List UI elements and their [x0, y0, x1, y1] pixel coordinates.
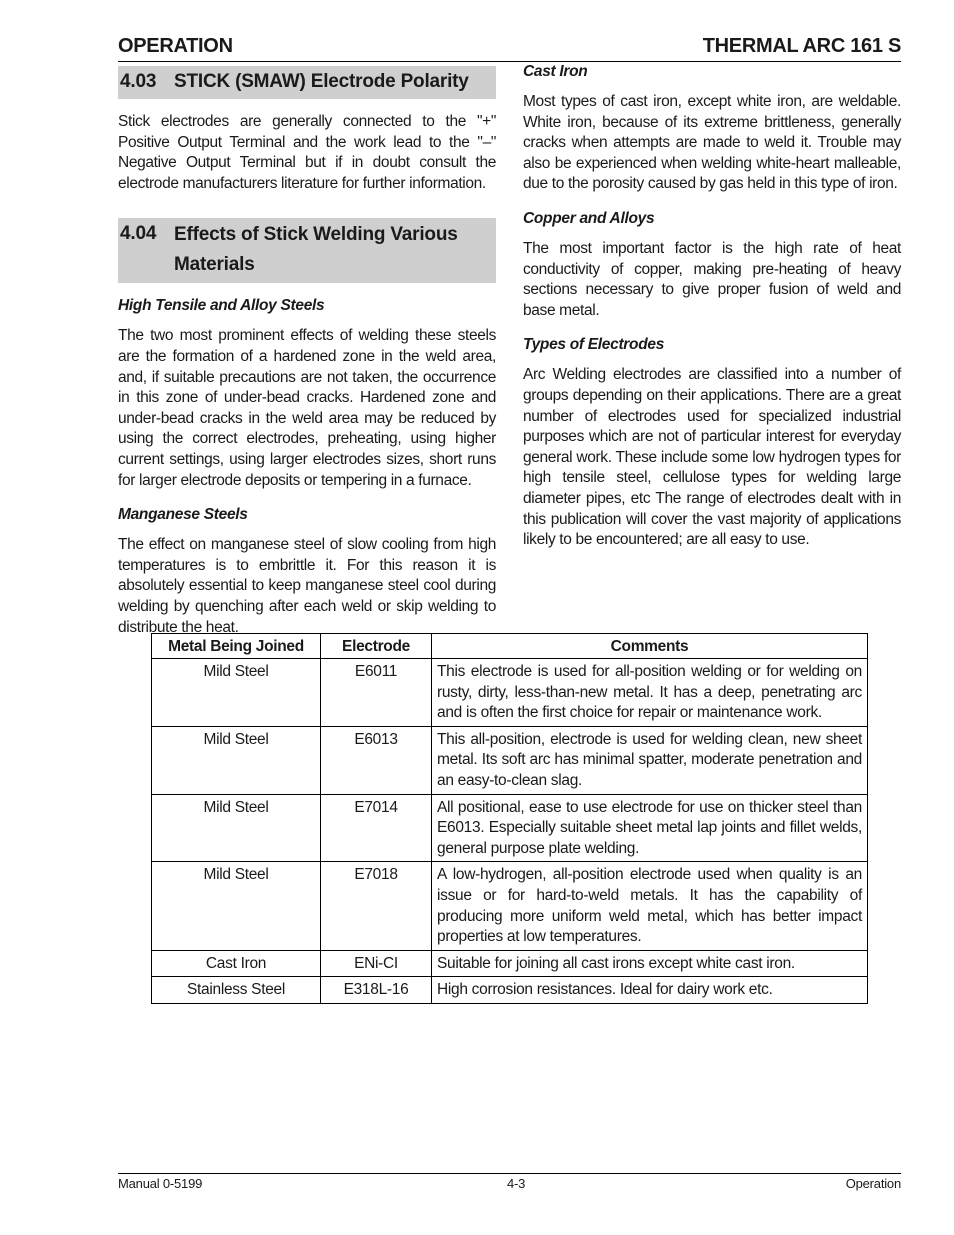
header-product-title: THERMAL ARC 161 S: [702, 35, 901, 57]
table-cell-electrode: E6011: [321, 659, 432, 727]
table-header-row: [152, 634, 868, 659]
high-tensile-heading: High Tensile and Alloy Steels: [118, 297, 325, 315]
high-tensile-text: The two most prominent effects of welding these steels are the formation of a hardened zone in the weld area, and, if suitable precautions are not taken, the occurrence in this zone of under-bead cracks. Hardened zone and under-bead cracks in the weld area may be reduced by using the correct electrodes, preheating, using higher current settings, using larger electrodes sizes, short runs for larger electrode deposits or tempering in a furnace.: [118, 327, 496, 489]
table-cell-electrode: ENi-CI: [321, 950, 432, 977]
cast-iron-text: Most types of cast iron, except white iron, are weldable. White iron, because of its extreme brittleness, generally cracks when attempts are made to weld it. Trouble may also be experienced when welding white-heart malleable, due to the porosity caused by gas held in this type of iron.: [523, 93, 901, 193]
table-cell-comment: This electrode is used for all-position welding or for welding on rusty, dirty, less-than-new metal. It has a deep, penetrating arc and is often the first choice for repair or maintenance work.: [432, 659, 868, 727]
copper-heading: Copper and Alloys: [523, 209, 655, 227]
table-row: [152, 862, 868, 950]
footer-divider: [118, 1173, 901, 1174]
table-header-comments: Comments: [432, 634, 868, 659]
table-row: [152, 794, 868, 862]
table-row: [152, 950, 868, 977]
table-cell-electrode: E7018: [321, 862, 432, 950]
table-cell-metal: Mild Steel: [152, 794, 321, 862]
table-cell-comment: A low-hydrogen, all-position electrode used when quality is an issue or for hard-to-weld metals. It has the capability of producing more uniform weld metal, which has better impact properties at low temperatures.: [432, 862, 868, 950]
section-403-title: STICK (SMAW) Electrode Polarity: [174, 71, 469, 92]
electrode-types-heading: Types of Electrodes: [523, 336, 665, 354]
section-404-heading: [118, 218, 496, 283]
table-cell-metal: Mild Steel: [152, 726, 321, 794]
table-cell-electrode: E318L-16: [321, 977, 432, 1004]
table-cell-comment: Suitable for joining all cast irons except white cast iron.: [432, 950, 868, 977]
table-cell-comment: All positional, ease to use electrode for use on thicker steel than E6013. Especially suitable sheet metal lap joints and fillet welds, general purpose plate welding.: [432, 794, 868, 862]
section-403-heading: [118, 66, 496, 99]
electrode-types-text: Arc Welding electrodes are classified into a number of groups depending on their applications. There are a great number of electrodes used for specialized industrial purposes which are not of particular interest for everyday general work. These include some low hydrogen types for high tensile steel, cellulose types for welding large diameter pipes, etc The range of electrodes dealt with in this publication will cover the vast majority of applications likely to be encountered; are all easy to use.: [523, 366, 901, 549]
table-header-metal: Metal Being Joined: [152, 634, 321, 659]
manganese-heading: Manganese Steels: [118, 506, 248, 524]
right-column: [523, 62, 901, 565]
left-column: [118, 66, 496, 652]
table-cell-metal: Mild Steel: [152, 862, 321, 950]
section-403-text: Stick electrodes are generally connected to the "+" Positive Output Terminal and the work lead to the "–" Negative Output Terminal but if in doubt consult the electrode manufacturers literature for further information.: [118, 113, 496, 192]
footer-chapter: Operation: [845, 1176, 901, 1191]
table-cell-metal: Mild Steel: [152, 659, 321, 727]
section-404-number: 4.04: [120, 223, 157, 245]
table-cell-comment: High corrosion resistances. Ideal for dairy work etc.: [432, 977, 868, 1004]
footer-page-number: 4-3: [507, 1176, 526, 1191]
table-header-electrode: Electrode: [321, 634, 432, 659]
section-403-number: 4.03: [120, 71, 157, 92]
footer-manual-number: Manual 0-5199: [118, 1176, 203, 1191]
table-cell-metal: Stainless Steel: [152, 977, 321, 1004]
manganese-text: The effect on manganese steel of slow cooling from high temperatures is to embrittle it. For this reason it is absolutely essential to keep manganese steel cool during welding by quenching after each weld or skip welding to distribute the heat.: [118, 536, 496, 636]
copper-text: The most important factor is the high rate of heat conductivity of copper, making pre-heating of heavy sections necessary to give proper fusion of weld and base metal.: [523, 239, 901, 319]
header-section-title: OPERATION: [118, 35, 233, 57]
table-cell-electrode: E6013: [321, 726, 432, 794]
table-row: [152, 977, 868, 1004]
table-cell-electrode: E7014: [321, 794, 432, 862]
table-cell-metal: Cast Iron: [152, 950, 321, 977]
table-row: [152, 726, 868, 794]
section-404-title: Effects of Stick Welding Various Materials: [174, 224, 458, 276]
table-row: [152, 659, 868, 727]
cast-iron-heading: Cast Iron: [523, 63, 588, 80]
electrode-table: [151, 633, 868, 1004]
table-cell-comment: This all-position, electrode is used for welding clean, new sheet metal. Its soft arc has minimal spatter, moderate penetration and an easy-to-clean slag.: [432, 726, 868, 794]
